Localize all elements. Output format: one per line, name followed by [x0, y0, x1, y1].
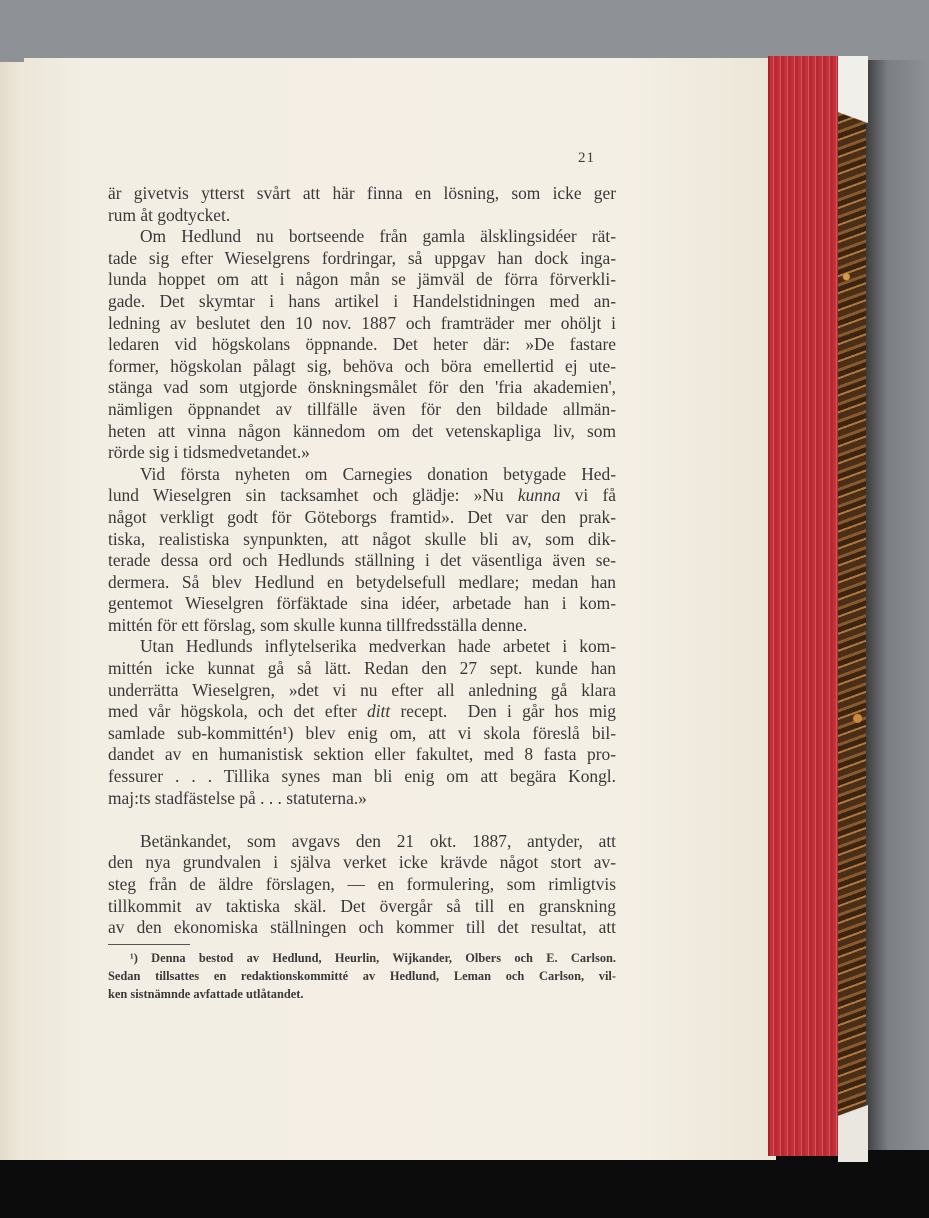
text-line: ¹) Denna bestod av Hedlund, Heurlin, Wijkander, Olbers och E. Carlson. — [130, 951, 616, 965]
text-line: stänga vad som utgjorde önskningsmålet för den 'fria akademien', — [108, 377, 616, 398]
text-line: gade. Det skymtar i hans artikel i Handelstidningen med an- — [108, 290, 616, 311]
text-line: tillkommit av taktiska skäl. Det övergår så till en granskning — [108, 895, 616, 916]
cover-corner-top — [838, 56, 868, 156]
text-line: Om Hedlund nu bortseende från gamla älsklingsidéer rät- — [140, 226, 616, 247]
text-line: mittén för ett förslag, som skulle kunna tillfredsställa denne. — [108, 614, 528, 635]
background-shadow-right — [860, 60, 929, 1218]
italic-word: ditt — [367, 701, 391, 722]
text-line: Betänkandet, som avgavs den 21 okt. 1887, antyder, att — [140, 830, 616, 851]
text-line: av den ekonomiska ställningen och kommer till det resultat, att — [108, 917, 616, 938]
text-line: ledaren vid högskolans öppnande. Det heter där: »De fastare — [108, 334, 616, 355]
text-line: terade dessa ord och Hedlunds ställning i det väsentliga även se- — [108, 550, 616, 571]
marbled-cover — [838, 56, 866, 1160]
text-line: nämligen öppnandet av tillfälle även för den bildade allmän- — [108, 398, 616, 419]
text-line: heten att vinna någon kännedom om det vetenskapliga liv, som — [108, 420, 616, 441]
text-line: samlade sub-kommittén¹) blev enig om, att vi skola föreslå bil- — [108, 722, 616, 743]
text-line: Vid första nyheten om Carnegies donation betygade Hed- — [140, 463, 616, 484]
text-line: rörde sig i tidsmedvetandet.» — [108, 442, 310, 463]
blank-line — [108, 809, 616, 831]
text-line: steg från de äldre förslagen, — en formulering, som rimligtvis — [108, 874, 616, 894]
text-segment: lund Wieselgren sin tacksamhet och glädje: »Nu — [108, 485, 518, 506]
previous-page-edge — [0, 62, 25, 1160]
footnote-rule — [108, 944, 190, 945]
text-line: fessurer . . . Tillika synes man bli enig om att begära Kongl. — [108, 766, 616, 787]
text-line: gentemot Wieselgren förfäktade sina idéer, arbetade han i kom- — [108, 593, 616, 614]
text-line: ledning av beslutet den 10 nov. 1887 och framträder mer ohöljt i — [108, 312, 616, 333]
red-page-edges — [768, 56, 842, 1156]
text-line: dandet av en humanistisk sektion eller fakultet, med 8 fasta pro- — [108, 744, 616, 765]
text-segment: med vår högskola, och det efter — [108, 701, 367, 722]
text-line: tade sig efter Wieselgrens fordringar, så uppgav han dock inga- — [108, 247, 616, 268]
text-line: något verkligt godt för Göteborgs framtid». Det var den prak- — [108, 506, 616, 527]
text-segment: recept. Den i går hos mig — [390, 701, 616, 722]
page-number: 21 — [578, 150, 595, 166]
text-line: ken sistnämnde avfattade utlåtandet. — [108, 987, 304, 1001]
text-line: mittén icke kunnat gå så lätt. Redan den 27 sept. kunde han — [108, 658, 616, 679]
text-line: maj:ts stadfästelse på . . . statuterna.» — [108, 787, 367, 808]
cover-corner-bottom — [838, 1070, 868, 1162]
text-line: tiska, realistiska synpunkten, att något skulle bli av, som dik- — [108, 528, 616, 549]
text-segment: vi få — [560, 485, 616, 506]
text-line: dermera. Så blev Hedlund en betydelsefull medlare; medan han — [108, 571, 616, 592]
text-line — [108, 485, 616, 507]
body-text — [108, 183, 616, 939]
text-line: former, högskolan pålagt sig, behöva och böra emellertid ej ute- — [108, 355, 616, 376]
text-line: lunda hoppet om att i någon mån se jämväl de förra förverkli- — [108, 269, 616, 290]
text-line: är givetvis ytterst svårt att här finna en lösning, som icke ger — [108, 183, 616, 203]
text-line: den nya grundvalen i själva verket icke krävde något stort av- — [108, 852, 616, 873]
text-line: Utan Hedlunds inflytelserika medverkan hade arbetet i kom- — [140, 636, 616, 657]
italic-word: kunna — [517, 485, 561, 506]
text-line — [108, 701, 616, 723]
text-line: rum åt godtycket. — [108, 204, 231, 225]
text-line: Sedan tillsattes en redaktionskommitté av Hedlund, Leman och Carlson, vil- — [108, 969, 616, 983]
text-line: underrätta Wieselgren, »det vi nu efter all anledning gå klara — [108, 679, 616, 700]
background-shadow-bottom — [0, 1150, 929, 1218]
footnote — [108, 949, 616, 1003]
